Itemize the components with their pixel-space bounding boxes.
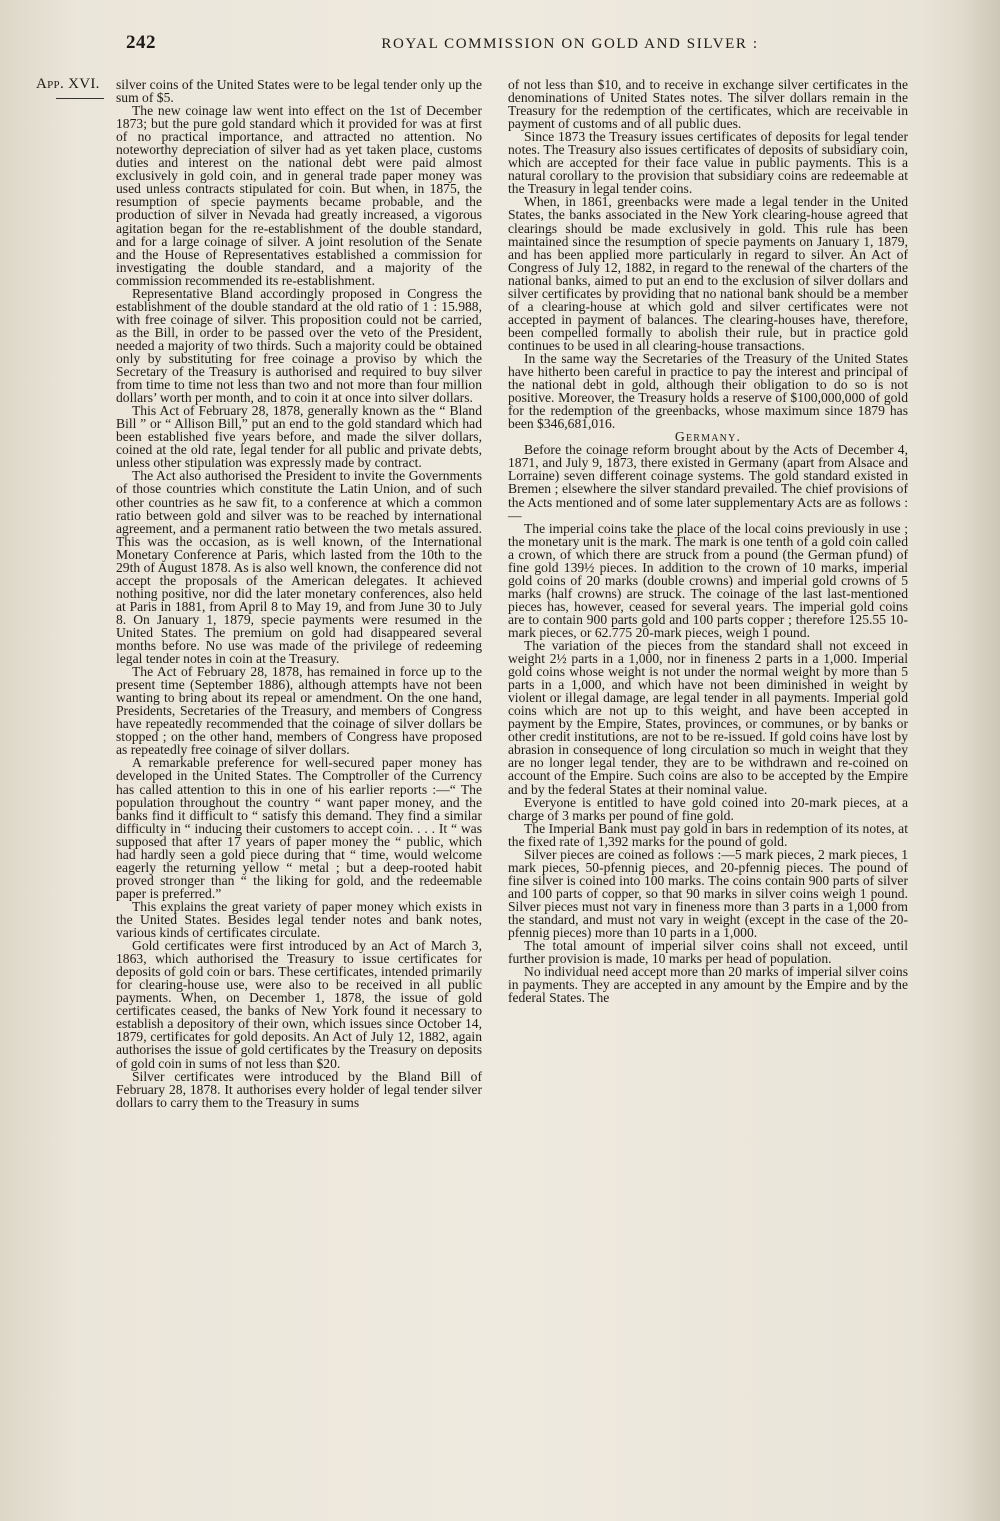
paragraph: This Act of February 28, 1878, generally known as the “ Bland Bill ” or “ Allison Bill,” put an end to the gold standard which had been established five years before, and made the silver dollars, coined at the old rate, legal tender for all public and private debts, unless other stipulation was expressly made by contract. <box>116 403 482 471</box>
paragraph: The Act also authorised the President to invite the Governments of those countries which constitute the Latin Union, and of such other countries as he saw fit, to a conference at which a common ratio between gold and silver was to be reached by international agreement, and a permanent ratio between the two metals assured. This was the occasion, as is well known, of the International Monetary Conference at Paris, which lasted from the 10th to the 29th of August 1878. As is also well known, the conference did not accept the proposals of the American delegates. It achieved nothing positive, nor did the later monetary conferences, also held at Paris in 1881, from April 8 to May 19, and from June 30 to July 8. On January 1, 1879, specie payments were resumed in the United States. The premium on gold had disappeared several months before. No use was made of the privilege of redeeming legal tender notes in coin at the Treasury. <box>116 468 482 667</box>
right-column <box>508 78 908 1004</box>
page-number: 242 <box>126 32 156 53</box>
paragraph: The imperial coins take the place of the local coins previously in use ; the monetary unit is the mark. The mark is one tenth of a gold coin called a crown, of which there are struck from a pound (the German pfund) of fine gold 139½ pieces. In addition to the crown of 10 marks, imperial gold coins of 20 marks (double crowns) and imperial gold crowns of 5 marks (half crowns) are struck. The coinage of the last last-mentioned pieces has, however, ceased for several years. The imperial gold coins are to contain 900 parts gold and 100 parts copper ; therefore 125.55 10-mark pieces, or 62.775 20-mark pieces, weigh 1 pound. <box>508 520 908 640</box>
paragraph: When, in 1861, greenbacks were made a legal tender in the United States, the banks associated in the New York clearing-house agreed that clearings should be made exclusively in gold. This rule has been maintained since the resumption of specie payments on January 1, 1879, and has been applied more particularly in regard to silver. An Act of Congress of July 12, 1882, in regard to the renewal of the charters of the national banks, aimed to put an end to the exclusion of silver dollars and silver certificates by providing that no national bank should be a member of a clearing-house at which gold and silver certificates were not accepted in payment of balances. The clearing-houses have, therefore, been compelled formally to abolish their rule, but in practice gold continues to be used in all clearing-house transactions. <box>508 194 908 353</box>
paragraph: Representative Bland accordingly proposed in Congress the establishment of the double standard at the old ratio of 1 : 15.988, with free coinage of silver. This proposition could not be carried, as the Bill, in order to be passed over the veto of the President, needed a majority of two thirds. Such a majority could be obtained only by substituting for free coinage a proviso by which the Secretary of the Treasury is authorised and required to buy silver from time to time not less than two and not more than four million dollars’ worth per month, and to coin it at once into silver dollars. <box>116 285 482 406</box>
left-column <box>116 78 482 1109</box>
running-head: ROYAL COMMISSION ON GOLD AND SILVER : <box>381 36 759 52</box>
paragraph: This explains the great variety of paper money which exists in the United States. Besides legal tender notes and bank notes, various kinds of certificates circulate. <box>116 898 482 941</box>
paragraph: The Imperial Bank must pay gold in bars in redemption of its notes, at the fixed rate of 1,392 marks for the pound of gold. <box>508 820 908 849</box>
right-column-upper <box>508 78 908 430</box>
paragraph: Silver certificates were introduced by the Bland Bill of February 28, 1878. It authorises every holder of legal tender silver dollars to carry them to the Treasury in sums <box>116 1068 482 1110</box>
paragraph: A remarkable preference for well-secured paper money has developed in the United States. The Comptroller of the Currency has called attention to this in one of his earlier reports :—“ The population throughout the country “ want paper money, and the banks find it difficult to “ satisfy this demand. They find a similar difficulty in “ inducing their customers to accept coin. . . . It “ was supposed that after 17 years of paper money the “ public, which had hardly seen a gold piece during that “ time, would welcome eagerly the returning yellow “ metal ; but a deep-rooted habit proved stronger than “ the liking for gold, and the redeemable paper is preferred.” <box>116 755 482 901</box>
appendix-margin-note: App. XVI. <box>36 76 100 92</box>
paragraph: In the same way the Secretaries of the Treasury of the United States have hitherto been careful in practice to pay the interest and principal of the national debt in gold, although their obligation to do so is not positive. Moreover, the Treasury holds a reserve of $100,000,000 of gold for the redemption of the greenbacks, whose maximum since 1879 has been $346,681,016. <box>508 350 908 432</box>
paragraph: Before the coinage reform brought about by the Acts of December 4, 1871, and July 9, 1873, there existed in Germany (apart from Alsace and Lorraine) seven different coinage systems. The gold standard existed in Bremen ; elsewhere the silver standard prevailed. The chief provisions of the Acts mentioned and of some later supplementary Acts are as follows :— <box>508 442 908 523</box>
paragraph: The total amount of imperial silver coins shall not exceed, until further provision is made, 10 marks per head of population. <box>508 938 908 967</box>
paragraph: Since 1873 the Treasury issues certificates of deposits for legal tender notes. The Treasury also issues certificates of deposits of subsidiary coin, which are accepted for their face value in public payments. This is a natural corollary to the provision that subsidiary coins are redeemable at the Treasury in legal tender coins. <box>508 129 908 197</box>
margin-rule <box>56 98 104 99</box>
right-column-lower <box>508 443 908 1004</box>
paragraph: of not less than $10, and to receive in exchange silver certificates in the denominations of United States notes. The silver dollars remain in the Treasury for the redemption of the certificates, which are receivable in payment of customs and of all public dues. <box>508 77 908 132</box>
paragraph: Gold certificates were first introduced by an Act of March 3, 1863, which authorised the Treasury to issue certificates for deposits of gold coin or bars. These certificates, intended primarily for clearing-house use, were also to be received in all public payments. When, on December 1, 1878, the issue of gold certificates ceased, the banks of New York found it necessary to establish a depository of their own, which issues since October 14, 1879, certificates for gold deposits. An Act of July 12, 1882, again authorises the issue of gold certificates by the Treasury on deposits of gold coin in sums of not less than $20. <box>116 938 482 1071</box>
paragraph: No individual need accept more than 20 marks of imperial silver coins in payments. They are accepted in any amount by the Empire and by the federal States. The <box>508 964 908 1006</box>
paragraph: The variation of the pieces from the standard shall not exceed in weight 2½ parts in a 1,000, nor in fineness 2 parts in a 1,000. Imperial gold coins whose weight is not under the normal weight by more than 5 parts in a 1,000, and which have not been diminished in weight by violent or illegal damage, are legal tender in all payments. Imperial gold coins which are not up to this weight, and have been accepted in payment by the Empire, States, provinces, or communes, or by banks or other credit institutions, are not to be re-issued. If gold coins have lost by abrasion in consequence of long circulation so much in weight that they are no longer legal tender, they are to be withdrawn and re-coined on account of the Empire. Such coins are also to be accepted by the Empire and by the federal States at their nominal value. <box>508 638 908 797</box>
paragraph: silver coins of the United States were to be legal tender only up the sum of $5. <box>116 77 482 106</box>
section-heading-germany: Germany. <box>674 429 742 445</box>
page-header <box>0 32 1000 56</box>
paragraph: The new coinage law went into effect on the 1st of December 1873; but the pure gold standard which it provided for was at first of no practical importance, and attracted no attention. No noteworthy depreciation of silver had as yet taken place, customs duties and interest on the national debt were paid almost exclusively in gold coin, and in general trade paper money was used unless contracts stipulated for coin. But when, in 1875, the resumption of specie payments became probable, and the production of silver in Nevada had greatly increased, a vigorous agitation began for the re-establishment of the double standard, and for a large coinage of silver. A joint resolution of the Senate and the House of Representatives established a commission for investigating the double standard, and a majority of the commission recommended its re-establishment. <box>116 103 482 288</box>
page-edge-shadow <box>960 0 1000 1521</box>
paragraph: The Act of February 28, 1878, has remained in force up to the present time (September 1886), although attempts have not been wanting to bring about its repeal or amendment. On the one hand, Presidents, Secretaries of the Treasury, and members of Congress have repeatedly recommended that the coinage of silver dollars be stopped ; on the other hand, members of Congress have proposed as repeatedly free coinage of silver dollars. <box>116 664 482 758</box>
paragraph: Silver pieces are coined as follows :—5 mark pieces, 2 mark pieces, 1 mark pieces, 50-pfennig pieces, and 20-pfennig pieces. The pound of fine silver is coined into 100 marks. The coins contain 900 parts of silver and 100 parts of copper, so that 90 marks in silver coins weigh 1 pound. Silver pieces must not vary in fineness more than 3 parts in a 1,000 from the standard, and must not vary in weight (except in the case of the 20-pfennig pieces) more than 10 parts in a 1,000. <box>508 846 908 941</box>
paragraph: Everyone is entitled to have gold coined into 20-mark pieces, at a charge of 3 marks per pound of fine gold. <box>508 794 908 823</box>
